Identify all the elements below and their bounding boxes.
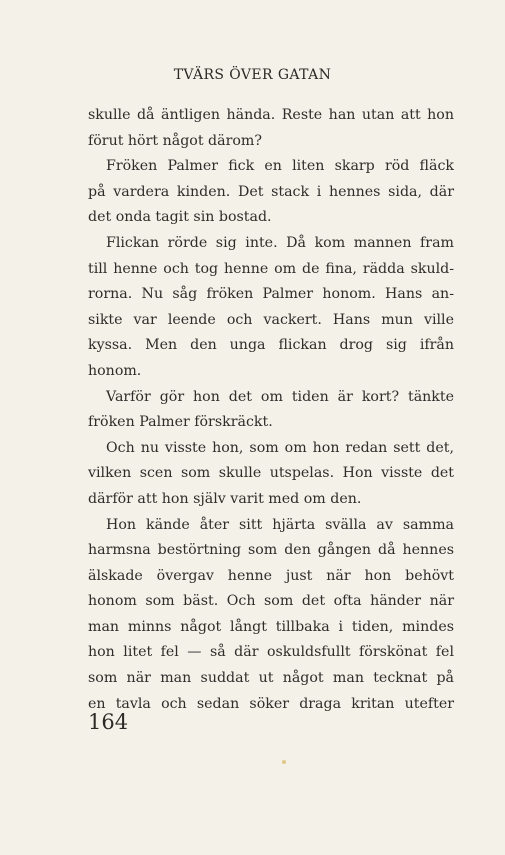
text-line: kyssa. Men den unga flickan drog sig ifrån bbox=[88, 337, 454, 354]
text-line: det onda tagit sin bostad. bbox=[88, 209, 272, 226]
text-line: rorna. Nu såg fröken Palmer honom. Hans an- bbox=[88, 286, 454, 303]
text-line: hon litet fel — så där oskuldsfullt förskönat fel bbox=[88, 644, 454, 661]
text-line: honom. bbox=[88, 362, 142, 379]
text-line: Hon kände åter sitt hjärta svälla av samma bbox=[106, 516, 454, 533]
text-line: Varför gör hon det om tiden är kort? tänkte bbox=[106, 388, 454, 405]
text-line: som när man suddat ut något man tecknat på bbox=[88, 670, 454, 687]
text-line: honom som bäst. Och som det ofta händer när bbox=[88, 593, 454, 610]
text-line: fröken Palmer förskräckt. bbox=[88, 414, 273, 431]
page-number: 164 bbox=[88, 710, 129, 734]
body-text bbox=[88, 103, 454, 717]
text-line: Flickan rörde sig inte. Då kom mannen fram bbox=[106, 234, 454, 251]
text-line: därför att hon själv varit med om den. bbox=[88, 490, 362, 507]
text-line: Och nu visste hon, som om hon redan sett det, bbox=[106, 439, 454, 456]
text-line: till henne och tog henne om de fina, rädda skuld- bbox=[88, 260, 454, 277]
text-line: vilken scen som skulle utspelas. Hon visste det bbox=[88, 465, 454, 482]
text-line: en tavla och sedan söker draga kritan utefter bbox=[88, 695, 454, 712]
running-title: TVÄRS ÖVER GATAN bbox=[173, 67, 332, 83]
text-line: harmsna bestörtning som den gången då hennes bbox=[88, 542, 454, 559]
text-line: Fröken Palmer fick en liten skarp röd fläck bbox=[106, 158, 454, 175]
text-line: på vardera kinden. Det stack i hennes sida, där bbox=[88, 183, 454, 200]
paper-speck bbox=[282, 760, 286, 764]
text-line: man minns något långt tillbaka i tiden, mindes bbox=[88, 618, 454, 635]
text-line: älskade övergav henne just när hon behövt bbox=[88, 567, 454, 584]
text-line: skulle då äntligen hända. Reste han utan att hon bbox=[88, 107, 454, 123]
text-line: sikte var leende och vackert. Hans mun ville bbox=[88, 311, 454, 328]
text-line: förut hört något därom? bbox=[88, 132, 262, 149]
